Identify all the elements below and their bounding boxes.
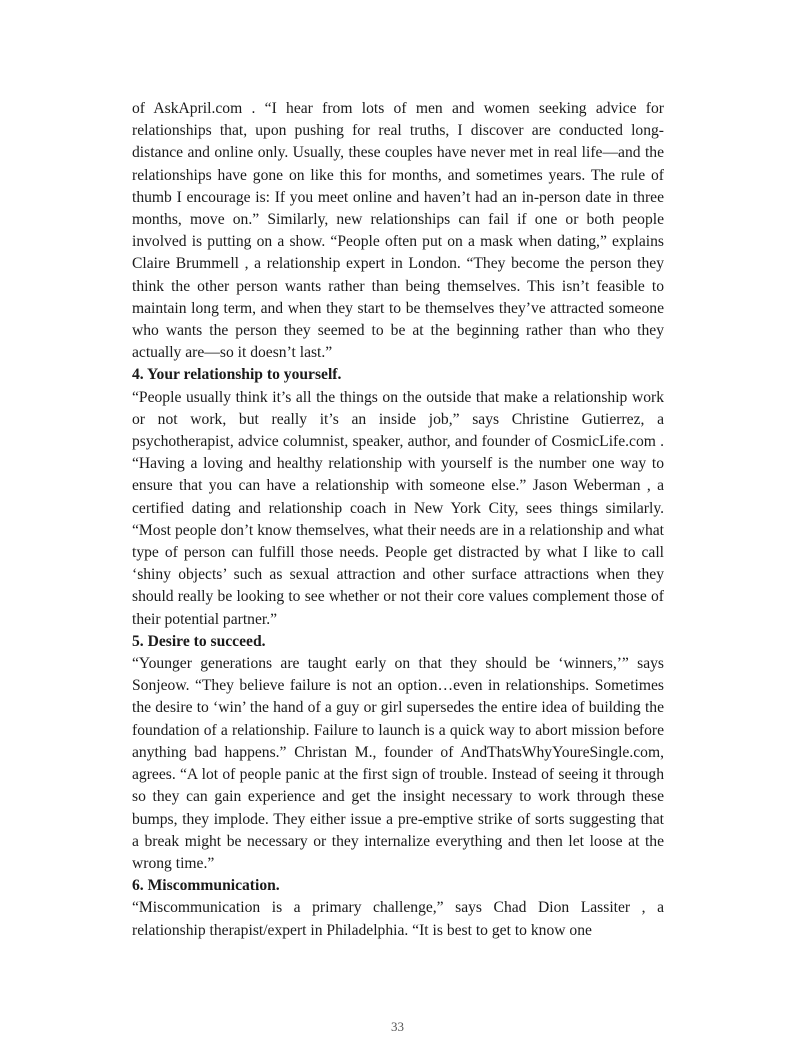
section-heading-miscommunication: 6. Miscommunication. — [132, 877, 280, 895]
page-number: 33 — [391, 1019, 404, 1034]
section-heading-relationship-to-yourself: 4. Your relationship to yourself. — [132, 366, 342, 384]
paragraph-winners: “Younger generations are taught early on that they should be ‘winners,’” says Sonjeow. “They believe failure is not an option…even in relationships. Sometimes the desire to ‘win’ the hand of a guy or girl supersedes the entire idea of building the foundation of a relationship. Failure to launch is a quick way to abort mission before anything bad happens.” Christan M., founder of AndThatsWhyYoureSingle.com, agrees. “A lot of people panic at the first sign of trouble. Instead of seeing it through so they can gain experience and get the insight necessary to work through these bumps, they implode. They either issue a pre-emptive strike of sorts suggesting that a break might be necessary or they internalize everything and then let loose at the wrong time.” — [132, 655, 664, 872]
page-body — [132, 98, 664, 942]
paragraph-miscommunication: “Miscommunication is a primary challenge,” says Chad Dion Lassiter , a relationship therapist/expert in Philadelphia. “It is best to get to know one — [132, 899, 664, 939]
paragraph-askapril: of AskApril.com . “I hear from lots of men and women seeking advice for relationships that, upon pushing for real truths, I discover are conducted long-distance and online only. Usually, these couples have never met in real life—and the relationships have gone on like this for months, and sometimes years. The rule of thumb I encourage is: If you meet online and haven’t had an in-person date in three months, move on.” Similarly, new relationships can fail if one or both people involved is putting on a show. “People often put on a mask when dating,” explains Claire Brummell , a relationship expert in London. “They become the person they think the other person wants rather than being themselves. This isn’t feasible to maintain long term, and when they start to be themselves they’ve attracted someone who wants the person they seemed to be at the beginning rather than who they actually are—so it doesn’t last.” — [132, 100, 664, 362]
section-heading-desire-to-succeed: 5. Desire to succeed. — [132, 632, 266, 650]
paragraph-inside-job: “People usually think it’s all the things on the outside that make a relationship work or not work, but really it’s an inside job,” says Christine Gutierrez, a psychotherapist, advice columnist, speaker, author, and founder of CosmicLife.com . “Having a loving and healthy relationship with yourself is the number one way to ensure that you can have a relationship with someone else.” Jason Weberman , a certified dating and relationship coach in New York City, sees things similarly. “Most people don’t know themselves, what their needs are in a relationship and what type of person can fulfill those needs. People get distracted by what I like to call ‘shiny objects’ such as sexual attraction and other surface attractions when they should really be looking to see whether or not their core values complement those of their potential partner.” — [132, 388, 664, 628]
